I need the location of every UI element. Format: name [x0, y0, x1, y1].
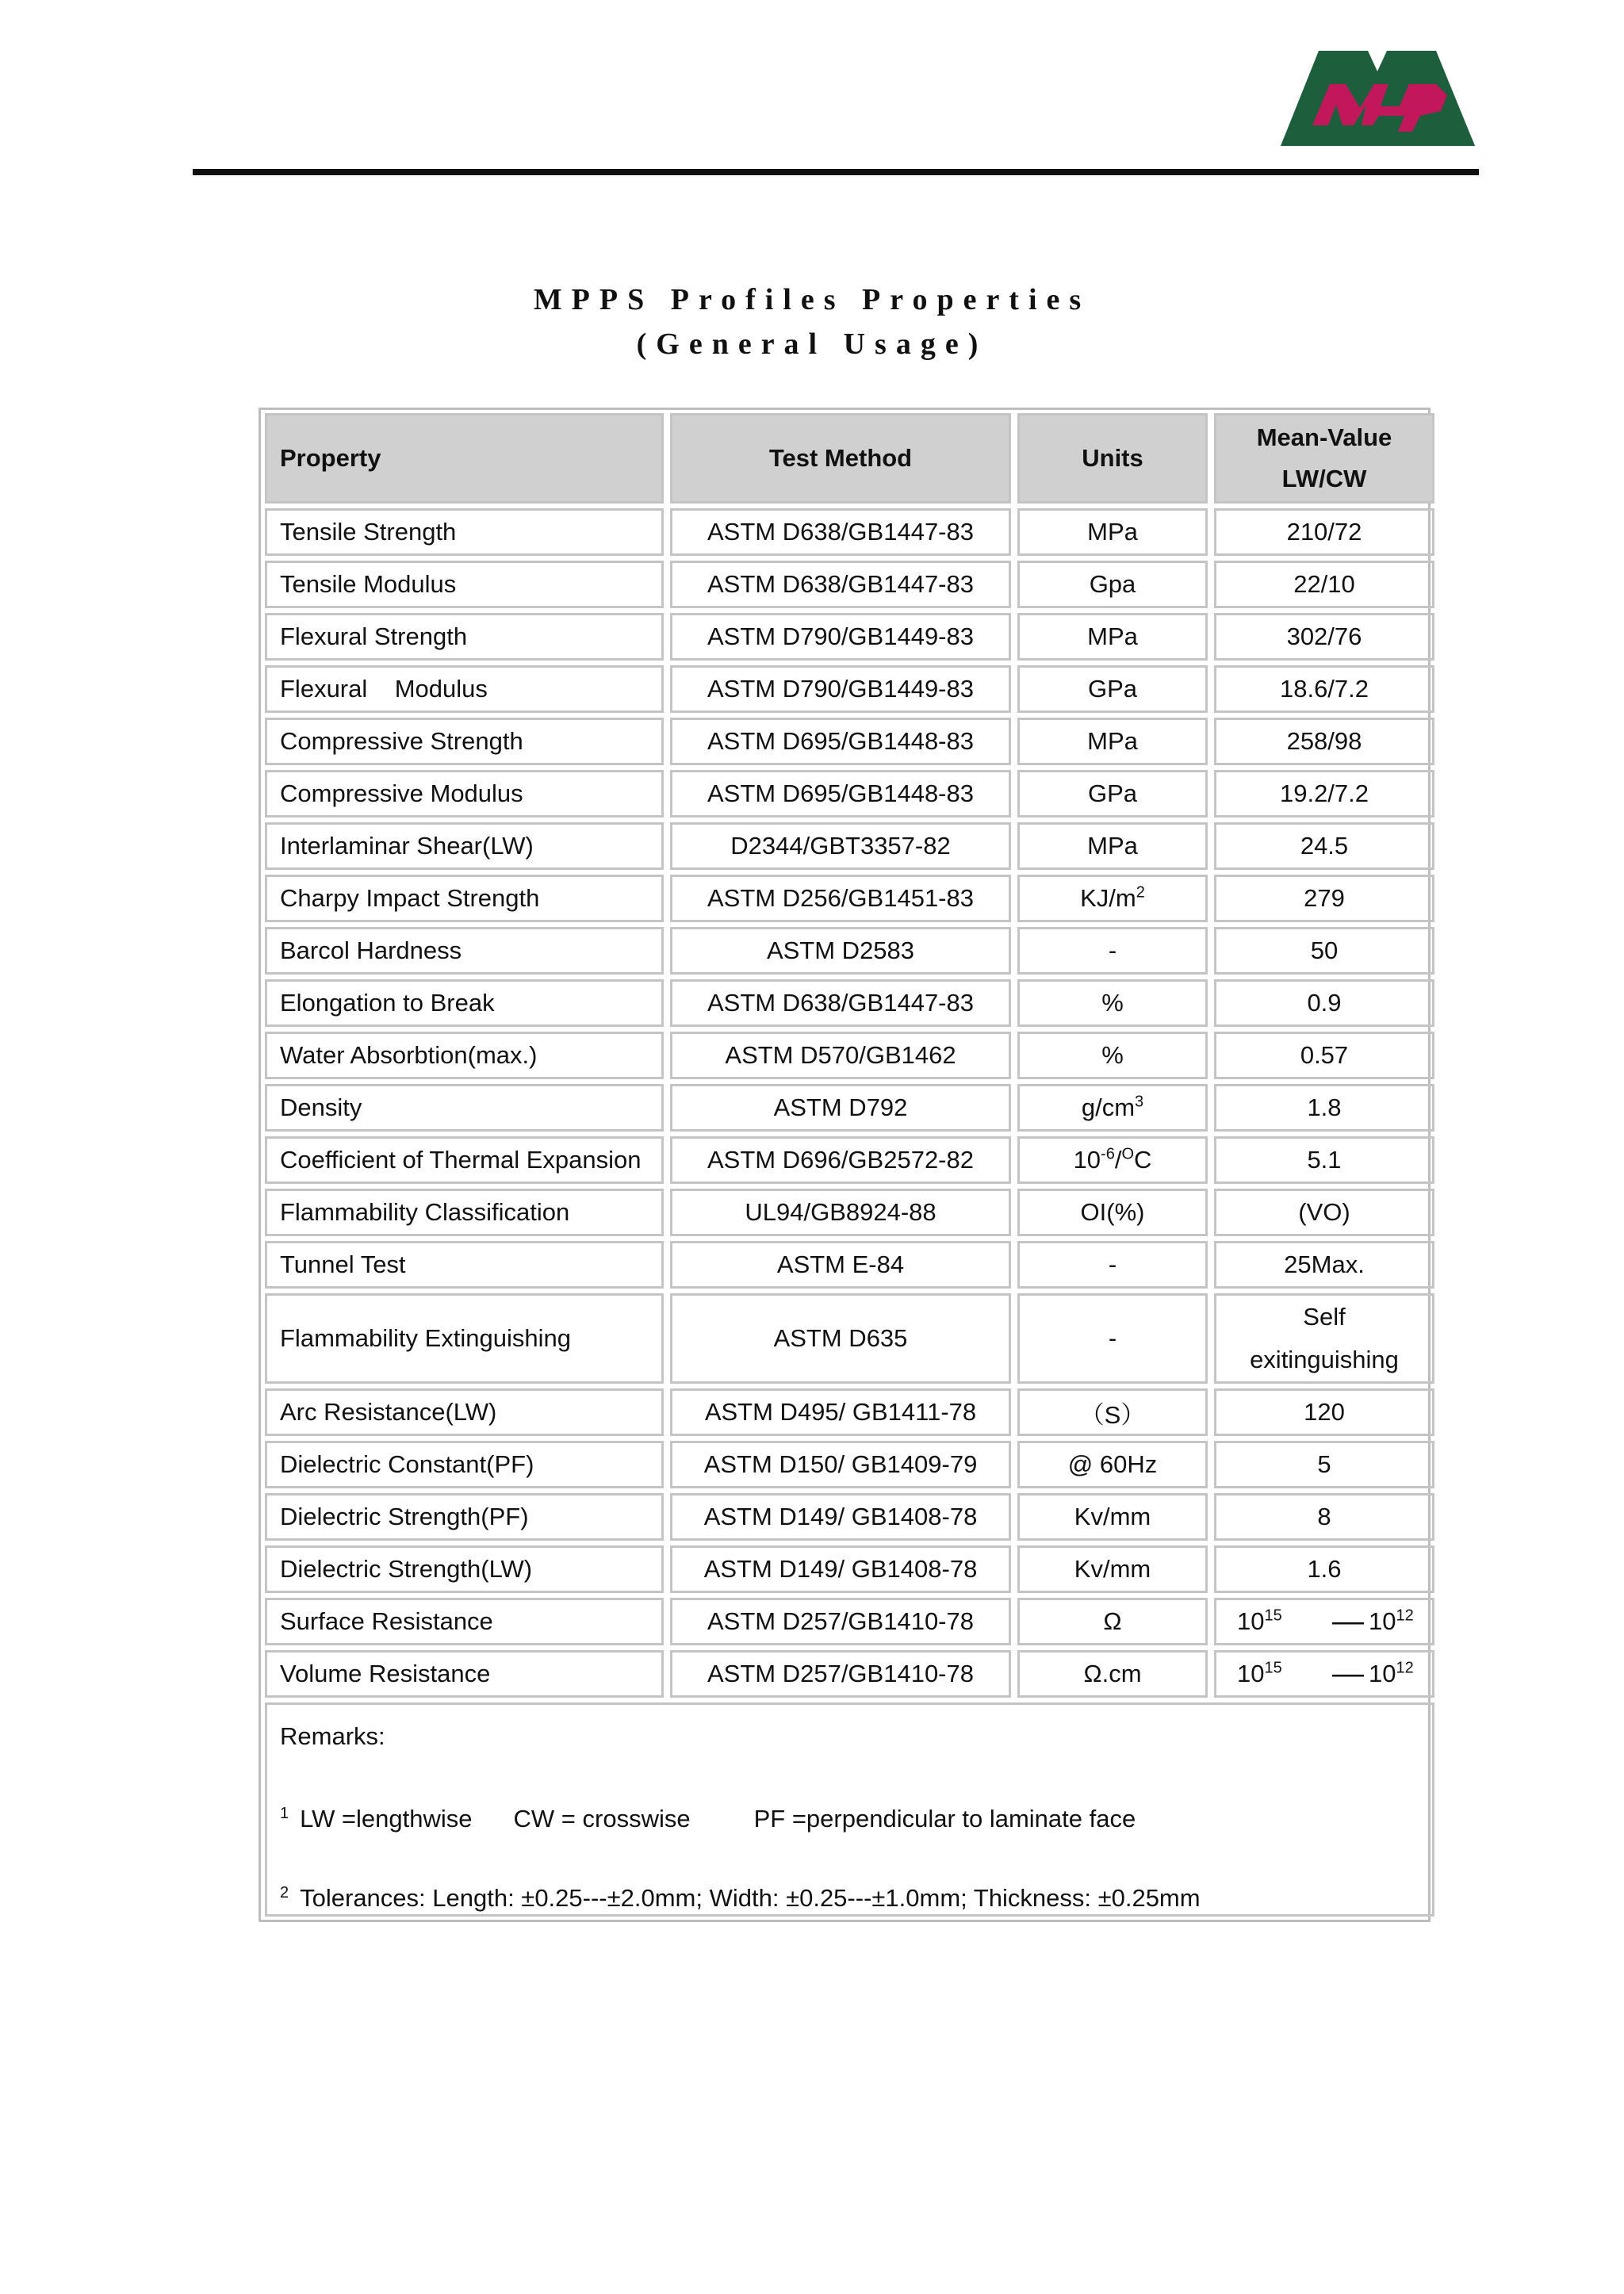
header-property: Property	[265, 413, 664, 504]
cell-value: 5.1	[1214, 1136, 1434, 1184]
cell-property: Tensile Strength	[265, 508, 664, 556]
value-low	[1237, 1660, 1282, 1688]
unit-part: /	[1114, 1146, 1122, 1174]
value-exponent: 12	[1396, 1607, 1414, 1625]
table-header-row	[265, 413, 1434, 504]
unit-superscript: 2	[1136, 883, 1145, 902]
cell-value: 0.9	[1214, 979, 1434, 1027]
cell-value: 279	[1214, 875, 1434, 922]
cell-unit	[1017, 1084, 1208, 1132]
value-base: 10	[1369, 1660, 1396, 1687]
cell-value	[1214, 1650, 1434, 1698]
cell-unit: Gpa	[1017, 561, 1208, 608]
remarks-row	[265, 1702, 1434, 1917]
cell-method: ASTM D570/GB1462	[670, 1032, 1011, 1079]
note-cw: CW = crosswise	[513, 1805, 691, 1833]
table-row	[265, 1441, 1434, 1488]
cell-value: 5	[1214, 1441, 1434, 1488]
cell-value: 258/98	[1214, 718, 1434, 765]
table-row	[265, 1598, 1434, 1645]
value-high	[1369, 1607, 1414, 1636]
value-high	[1369, 1660, 1414, 1688]
cell-property: Dielectric Constant(PF)	[265, 1441, 664, 1488]
cell-unit: -	[1017, 1241, 1208, 1289]
cell-property: Compressive Strength	[265, 718, 664, 765]
cell-value: 120	[1214, 1388, 1434, 1436]
company-logo	[1281, 49, 1475, 147]
table-row	[265, 1084, 1434, 1132]
value-exponent: 15	[1264, 1659, 1282, 1677]
table-row	[265, 822, 1434, 870]
cell-value: 25Max.	[1214, 1241, 1434, 1289]
cell-property: Flammability Extinguishing	[265, 1293, 664, 1384]
cell-value: 18.6/7.2	[1214, 665, 1434, 713]
cell-method: ASTM D638/GB1447-83	[670, 979, 1011, 1027]
cell-value: 302/76	[1214, 613, 1434, 661]
unit-base: KJ/m	[1080, 884, 1136, 912]
table-row	[265, 927, 1434, 975]
cell-unit: -	[1017, 1293, 1208, 1384]
cell-method: UL94/GB8924-88	[670, 1189, 1011, 1236]
cell-property: Surface Resistance	[265, 1598, 664, 1645]
footnote-marker: 1	[280, 1805, 289, 1822]
note-lw: LW =lengthwise	[300, 1805, 473, 1833]
cell-method: ASTM D790/GB1449-83	[670, 613, 1011, 661]
cell-value: 8	[1214, 1493, 1434, 1541]
remarks-note-2	[280, 1884, 1201, 1913]
table-row	[265, 770, 1434, 818]
cell-property: Compressive Modulus	[265, 770, 664, 818]
header-rule	[193, 169, 1479, 175]
cell-method: ASTM D495/ GB1411-78	[670, 1388, 1011, 1436]
cell-unit: MPa	[1017, 822, 1208, 870]
cell-method: ASTM D257/GB1410-78	[670, 1650, 1011, 1698]
cell-method: D2344/GBT3357-82	[670, 822, 1011, 870]
cell-property: Interlaminar Shear(LW)	[265, 822, 664, 870]
table-row	[265, 1241, 1434, 1289]
value-exponent: 15	[1264, 1607, 1282, 1625]
cell-method: ASTM D695/GB1448-83	[670, 718, 1011, 765]
cell-unit: %	[1017, 979, 1208, 1027]
cell-unit: MPa	[1017, 718, 1208, 765]
cell-method: ASTM D695/GB1448-83	[670, 770, 1011, 818]
range-dash: —	[1332, 1603, 1364, 1639]
cell-method: ASTM D149/ GB1408-78	[670, 1545, 1011, 1593]
table-row	[265, 1032, 1434, 1079]
cell-property: Flexural Modulus	[265, 665, 664, 713]
cell-method: ASTM D2583	[670, 927, 1011, 975]
value-low	[1237, 1607, 1282, 1636]
cell-method: ASTM D256/GB1451-83	[670, 875, 1011, 922]
header-test-method: Test Method	[670, 413, 1011, 504]
table-row	[265, 1493, 1434, 1541]
cell-property: Barcol Hardness	[265, 927, 664, 975]
cell-property: Dielectric Strength(PF)	[265, 1493, 664, 1541]
cell-property: Water Absorbtion(max.)	[265, 1032, 664, 1079]
cell-unit	[1017, 1136, 1208, 1184]
table-row	[265, 1136, 1434, 1184]
cell-value: 50	[1214, 927, 1434, 975]
table-row	[265, 875, 1434, 922]
note-pf: PF =perpendicular to laminate face	[753, 1805, 1136, 1833]
remarks-note-1	[280, 1805, 1136, 1833]
header-units: Units	[1017, 413, 1208, 504]
cell-method: ASTM D635	[670, 1293, 1011, 1384]
footnote-marker: 2	[280, 1884, 289, 1901]
value-base: 10	[1237, 1607, 1265, 1635]
cell-unit: GPa	[1017, 770, 1208, 818]
cell-unit: Ω	[1017, 1598, 1208, 1645]
remarks-cell	[265, 1702, 1434, 1917]
cell-property: Coefficient of Thermal Expansion	[265, 1136, 664, 1184]
remarks-title: Remarks:	[280, 1722, 385, 1750]
cell-value: 1.8	[1214, 1084, 1434, 1132]
cell-value	[1214, 1598, 1434, 1645]
cell-unit: -	[1017, 927, 1208, 975]
cell-method: ASTM D638/GB1447-83	[670, 508, 1011, 556]
table-row	[265, 979, 1434, 1027]
value-exponent: 12	[1396, 1659, 1414, 1677]
table-row	[265, 1189, 1434, 1236]
cell-property: Elongation to Break	[265, 979, 664, 1027]
cell-property: Tunnel Test	[265, 1241, 664, 1289]
cell-property: Tensile Modulus	[265, 561, 664, 608]
cell-value: 22/10	[1214, 561, 1434, 608]
cell-method: ASTM D638/GB1447-83	[670, 561, 1011, 608]
page-subtitle: (General Usage)	[636, 327, 988, 361]
unit-superscript: O	[1121, 1145, 1135, 1163]
table-row	[265, 1293, 1434, 1384]
cell-unit: %	[1017, 1032, 1208, 1079]
cell-property: Arc Resistance(LW)	[265, 1388, 664, 1436]
table-row	[265, 1545, 1434, 1593]
value-base: 10	[1237, 1660, 1265, 1687]
unit-part: 10	[1073, 1146, 1101, 1174]
cell-value: 19.2/7.2	[1214, 770, 1434, 818]
cell-property: Density	[265, 1084, 664, 1132]
cell-method: ASTM D790/GB1449-83	[670, 665, 1011, 713]
cell-unit: Kv/mm	[1017, 1493, 1208, 1541]
cell-unit: MPa	[1017, 508, 1208, 556]
table-row	[265, 1650, 1434, 1698]
unit-superscript: 3	[1135, 1093, 1144, 1111]
unit-superscript: -6	[1101, 1145, 1115, 1163]
cell-value: 24.5	[1214, 822, 1434, 870]
unit-base: g/cm	[1081, 1093, 1136, 1121]
cell-value-line2: exitinguishing	[1250, 1346, 1399, 1373]
cell-value-line1: Self	[1303, 1303, 1346, 1331]
cell-value: 210/72	[1214, 508, 1434, 556]
cell-property: Flammability Classification	[265, 1189, 664, 1236]
table-row	[265, 1388, 1434, 1436]
page-title: MPPS Profiles Properties	[533, 283, 1091, 316]
cell-method: ASTM D792	[670, 1084, 1011, 1132]
header-mean-value-line2: LW/CW	[1281, 465, 1367, 492]
cell-unit: Kv/mm	[1017, 1545, 1208, 1593]
table-row	[265, 613, 1434, 661]
cell-property: Dielectric Strength(LW)	[265, 1545, 664, 1593]
header-mean-value	[1214, 413, 1434, 504]
table-row	[265, 508, 1434, 556]
cell-value: (VO)	[1214, 1189, 1434, 1236]
unit-part: C	[1134, 1146, 1152, 1174]
table-row	[265, 561, 1434, 608]
cell-unit: Ω.cm	[1017, 1650, 1208, 1698]
table-row	[265, 665, 1434, 713]
cell-method: ASTM D150/ GB1409-79	[670, 1441, 1011, 1488]
cell-value: 0.57	[1214, 1032, 1434, 1079]
cell-method: ASTM D149/ GB1408-78	[670, 1493, 1011, 1541]
cell-property: Flexural Strength	[265, 613, 664, 661]
cell-property: Volume Resistance	[265, 1650, 664, 1698]
cell-unit: MPa	[1017, 613, 1208, 661]
properties-table	[259, 408, 1431, 1922]
cell-property: Charpy Impact Strength	[265, 875, 664, 922]
cell-unit	[1017, 875, 1208, 922]
cell-method: ASTM E-84	[670, 1241, 1011, 1289]
cell-value	[1214, 1293, 1434, 1384]
cell-unit: GPa	[1017, 665, 1208, 713]
table-row	[265, 718, 1434, 765]
cell-value: 1.6	[1214, 1545, 1434, 1593]
cell-unit: （S）	[1017, 1388, 1208, 1436]
cell-method: ASTM D257/GB1410-78	[670, 1598, 1011, 1645]
cell-method: ASTM D696/GB2572-82	[670, 1136, 1011, 1184]
range-dash: —	[1332, 1656, 1364, 1691]
note-tolerances: Tolerances: Length: ±0.25---±2.0mm; Width: ±0.25---±1.0mm; Thickness: ±0.25mm	[300, 1884, 1201, 1913]
value-base: 10	[1369, 1607, 1396, 1635]
header-mean-value-line1: Mean-Value	[1256, 423, 1392, 451]
cell-unit: @ 60Hz	[1017, 1441, 1208, 1488]
cell-unit: OI(%)	[1017, 1189, 1208, 1236]
